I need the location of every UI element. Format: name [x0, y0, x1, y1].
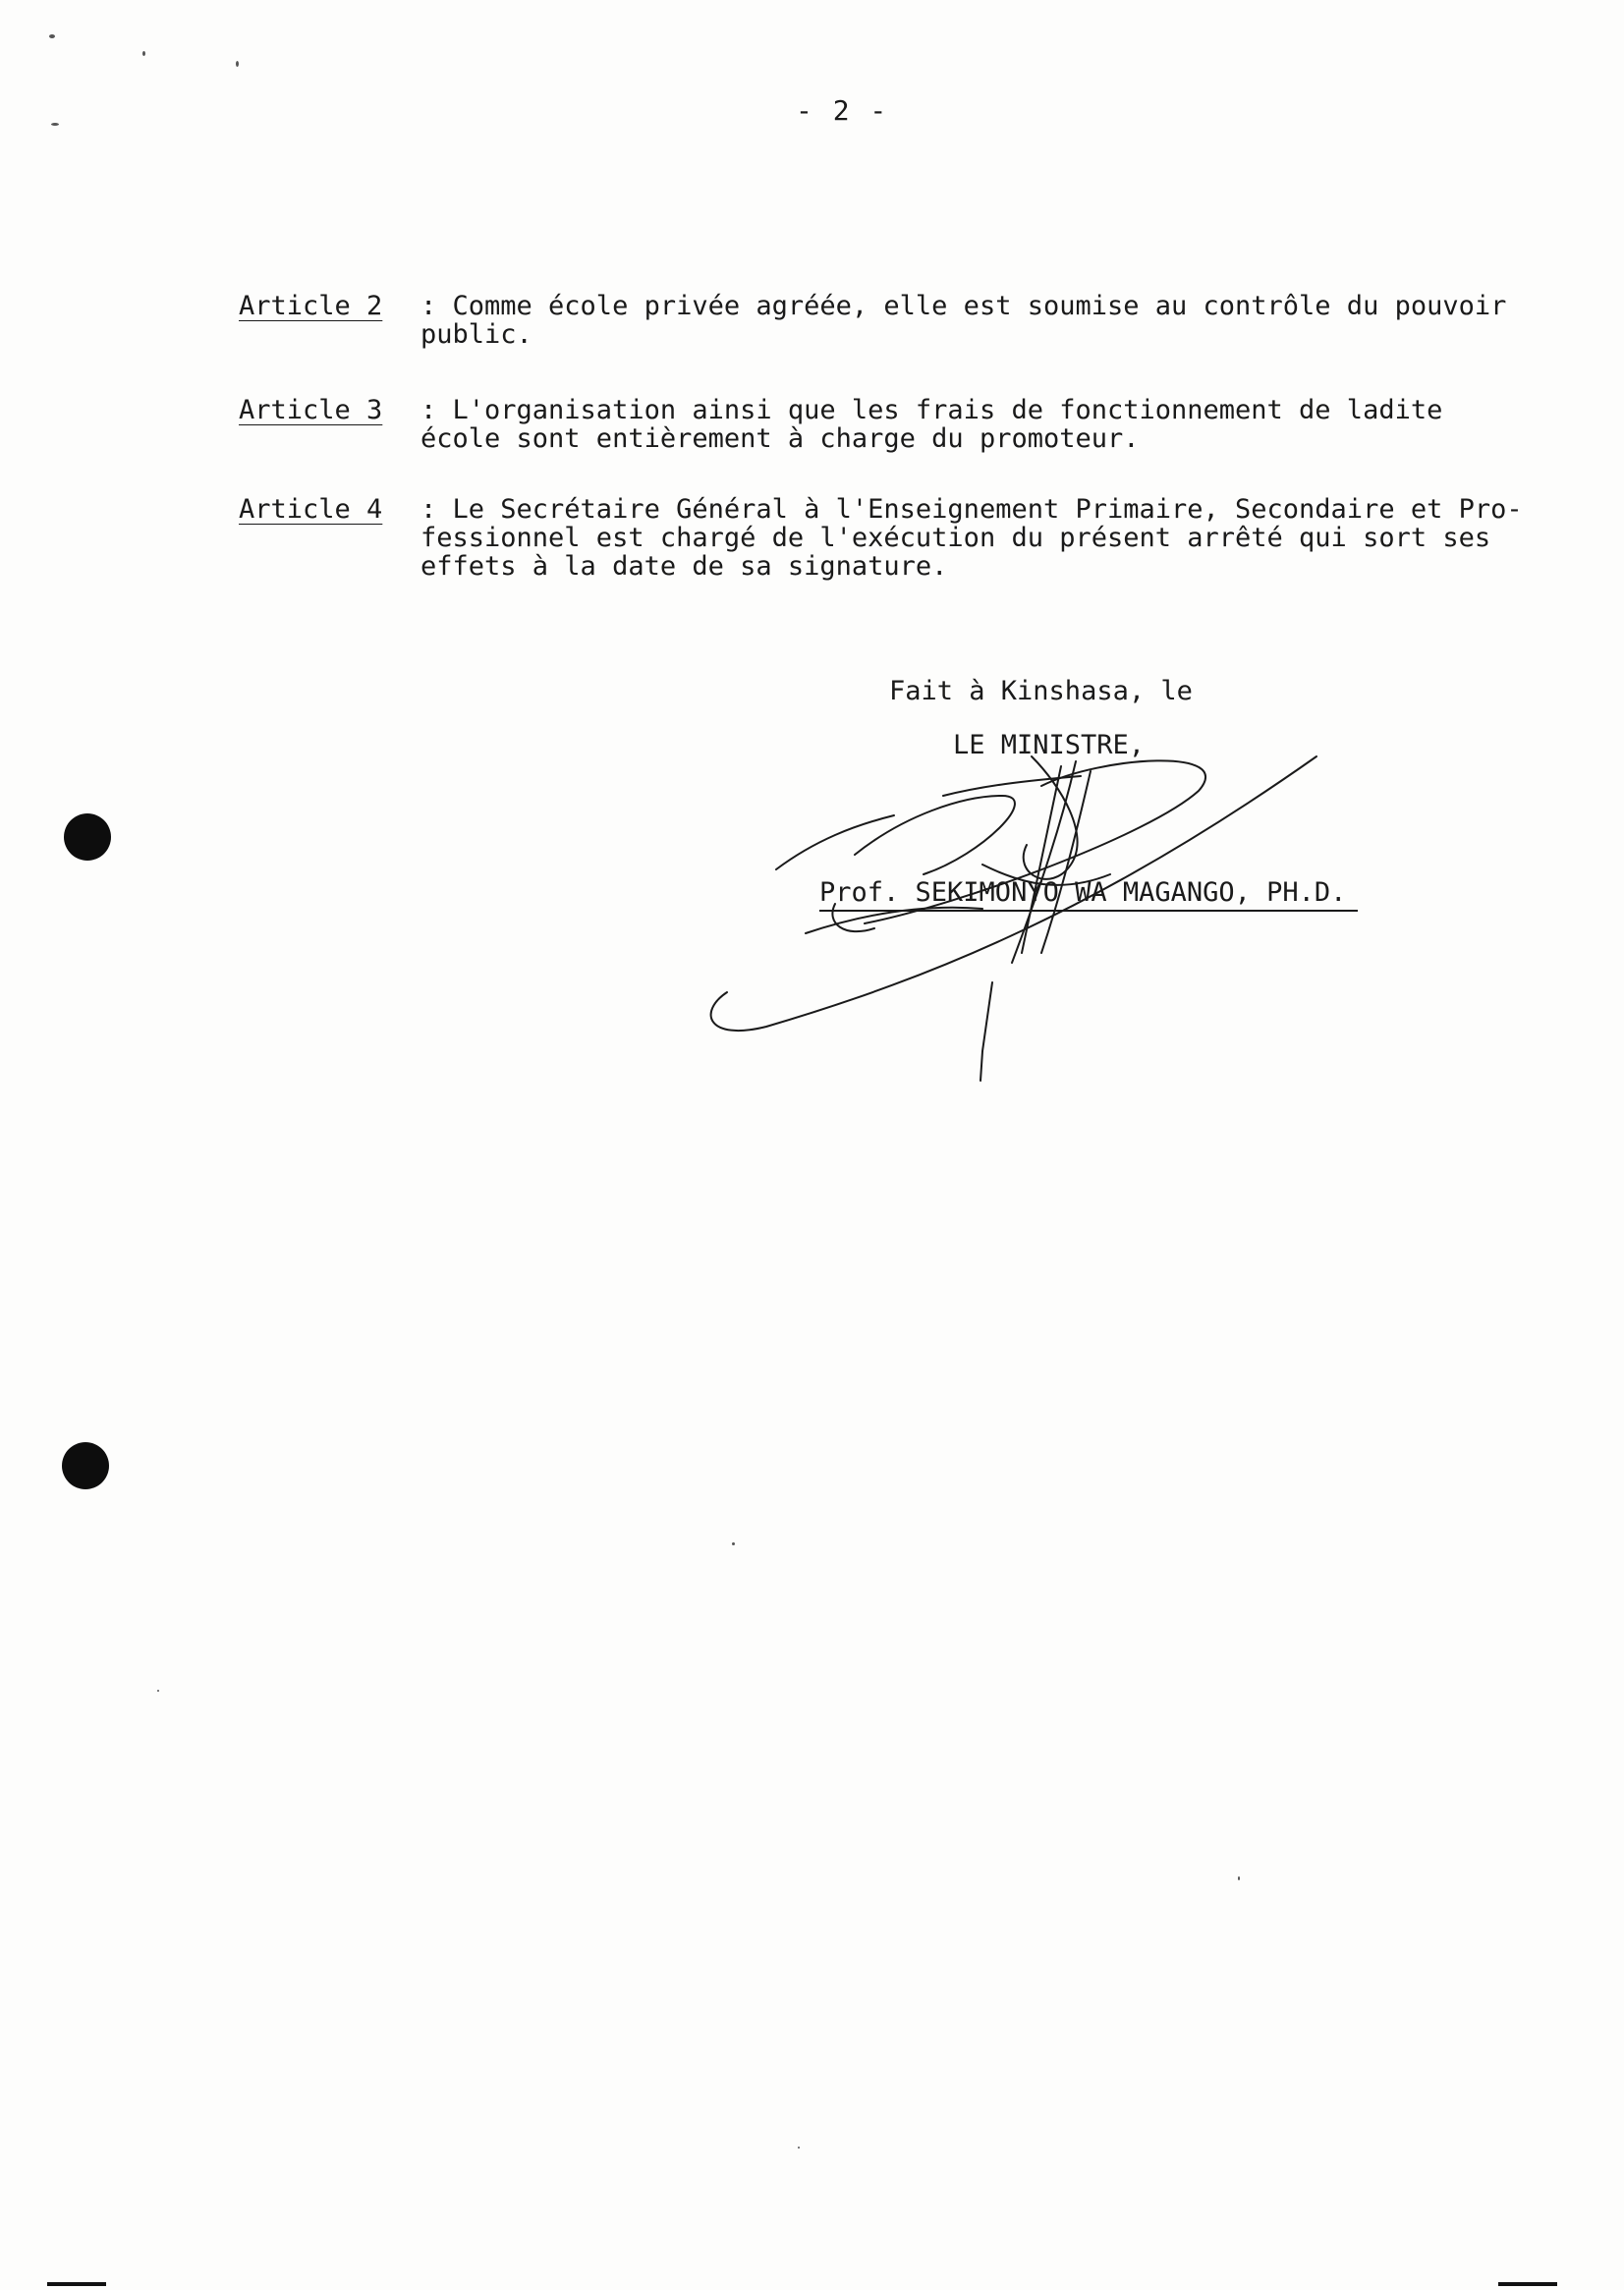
signatory-name: Prof. SEKIMONYO WA MAGANGO, PH.D. [819, 877, 1358, 912]
article-label: Article 2 [239, 291, 383, 321]
scan-speck [49, 34, 55, 38]
minister-title: LE MINISTRE, [953, 730, 1146, 760]
punch-hole [62, 1442, 109, 1489]
place-date-line: Fait à Kinshasa, le [889, 676, 1193, 706]
article-text: : Le Secrétaire Général à l'Enseignement Primaire, Secondaire et Pro- fessionnel est chargé de l'exécution du présent arrêté qui sort ses effets à la date de sa signature. [420, 494, 1523, 582]
article-text: : L'organisation ainsi que les frais de fonctionnement de ladite école sont entièrement à charge du promoteur. [420, 395, 1443, 454]
scan-edge-mark [47, 2282, 106, 2286]
scan-speck [157, 1690, 159, 1692]
scan-speck [142, 51, 145, 56]
article-label: Article 3 [239, 395, 383, 425]
punch-hole [64, 813, 111, 861]
scan-edge-mark [1498, 2282, 1557, 2286]
scan-speck [798, 2147, 800, 2149]
scan-speck [236, 61, 239, 67]
article-label: Article 4 [239, 494, 383, 525]
handwritten-signature [688, 727, 1336, 1090]
scan-speck [1238, 1876, 1240, 1880]
scan-speck [732, 1542, 735, 1545]
scan-speck [51, 123, 59, 126]
page-number: - 2 - [796, 94, 889, 127]
article-text: : Comme école privée agréée, elle est soumise au contrôle du pouvoir public. [420, 291, 1507, 350]
